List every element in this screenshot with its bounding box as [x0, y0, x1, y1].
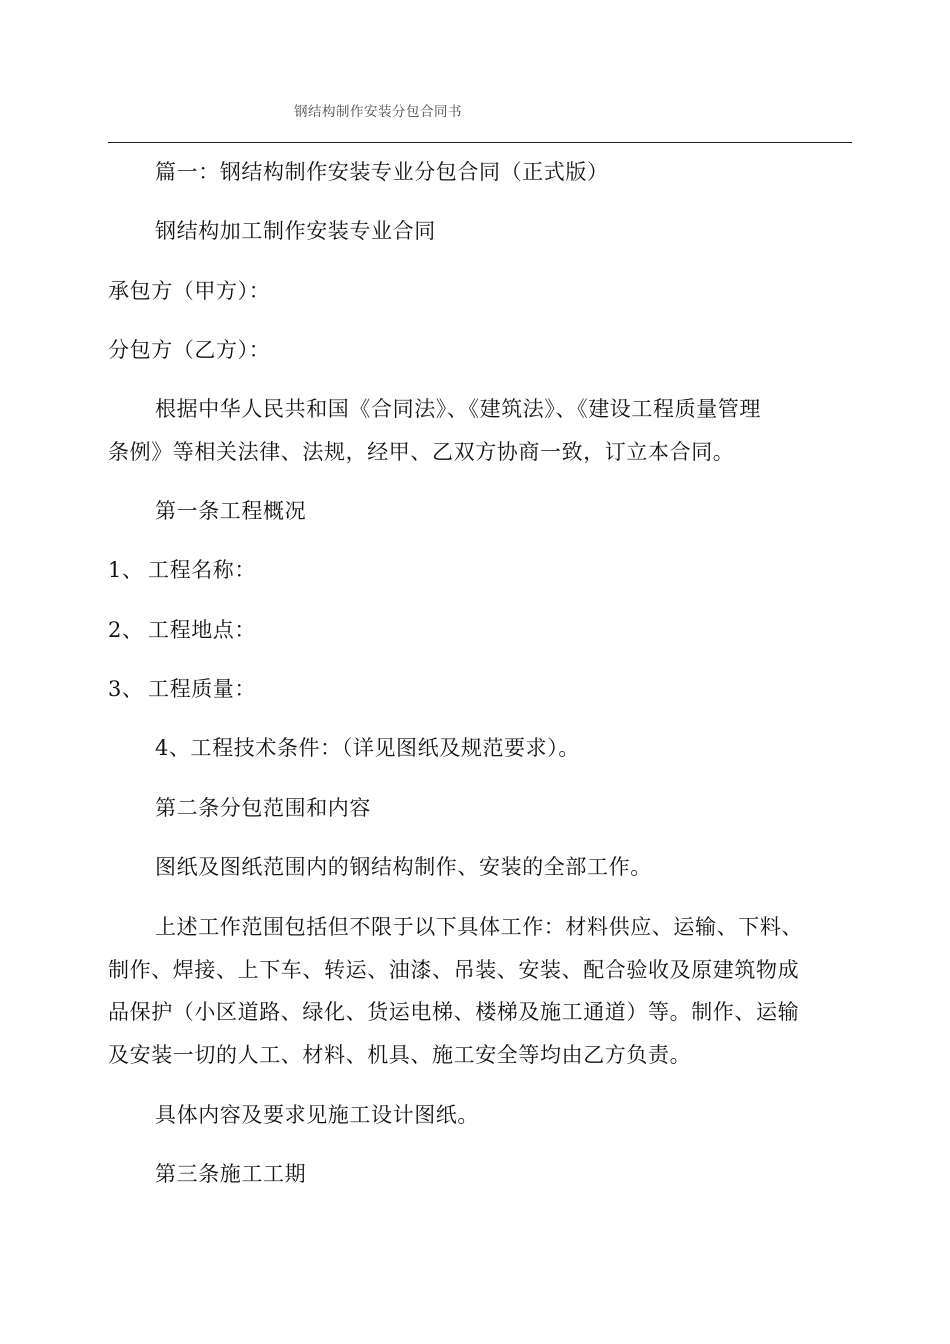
article1-item-3: [108, 667, 256, 711]
item-text: 工程名称：: [148, 558, 256, 582]
article2-paragraph-2-line-4: 及安装一切的人工、材料、机具、施工安全等均由乙方负责。: [108, 1043, 692, 1067]
item-number: 1、: [108, 558, 144, 582]
party-a-line: 承包方（甲方）：: [108, 279, 271, 303]
article1-item-2: [108, 608, 256, 652]
article2-paragraph-1: 图纸及图纸范围内的钢结构制作、安装的全部工作。: [155, 855, 652, 879]
article1-item-4: 4、工程技术条件：（详见图纸及规范要求）。: [155, 736, 580, 760]
preamble-line-1: 根据中华人民共和国《合同法》、《建筑法》、《建设工程质量管理: [155, 397, 761, 421]
article2-title: 第二条分包范围和内容: [155, 796, 371, 820]
item-text: 工程地点：: [148, 618, 256, 642]
item-text: 工程质量：: [148, 677, 256, 701]
header-divider: [108, 142, 852, 143]
article2-paragraph-3: 具体内容及要求见施工设计图纸。: [155, 1103, 479, 1127]
party-b-line: 分包方（乙方）：: [108, 338, 271, 362]
item-number: 2、: [108, 618, 144, 642]
article1-item-1: [108, 548, 256, 592]
article2-paragraph-2-line-3: 品保护（小区道路、绿化、货运电梯、楼梯及施工通道）等。制作、运输: [108, 1000, 800, 1024]
article2-paragraph-2-line-2: 制作、焊接、上下车、转运、油漆、吊装、安装、配合验收及原建筑物成: [108, 958, 800, 982]
article3-title: 第三条施工工期: [155, 1162, 307, 1186]
part-title: 篇一：钢结构制作安装专业分包合同（正式版）: [155, 160, 609, 184]
preamble-line-2: 条例》等相关法律、法规，经甲、乙双方协商一致，订立本合同。: [108, 440, 735, 464]
article2-paragraph-2-line-1: 上述工作范围包括但不限于以下具体工作：材料供应、运输、下料、: [155, 915, 803, 939]
contract-title: 钢结构加工制作安装专业合同: [155, 219, 436, 243]
page-header-title: 钢结构制作安装分包合同书: [294, 104, 462, 120]
article1-title: 第一条工程概况: [155, 499, 307, 523]
item-number: 3、: [108, 677, 144, 701]
